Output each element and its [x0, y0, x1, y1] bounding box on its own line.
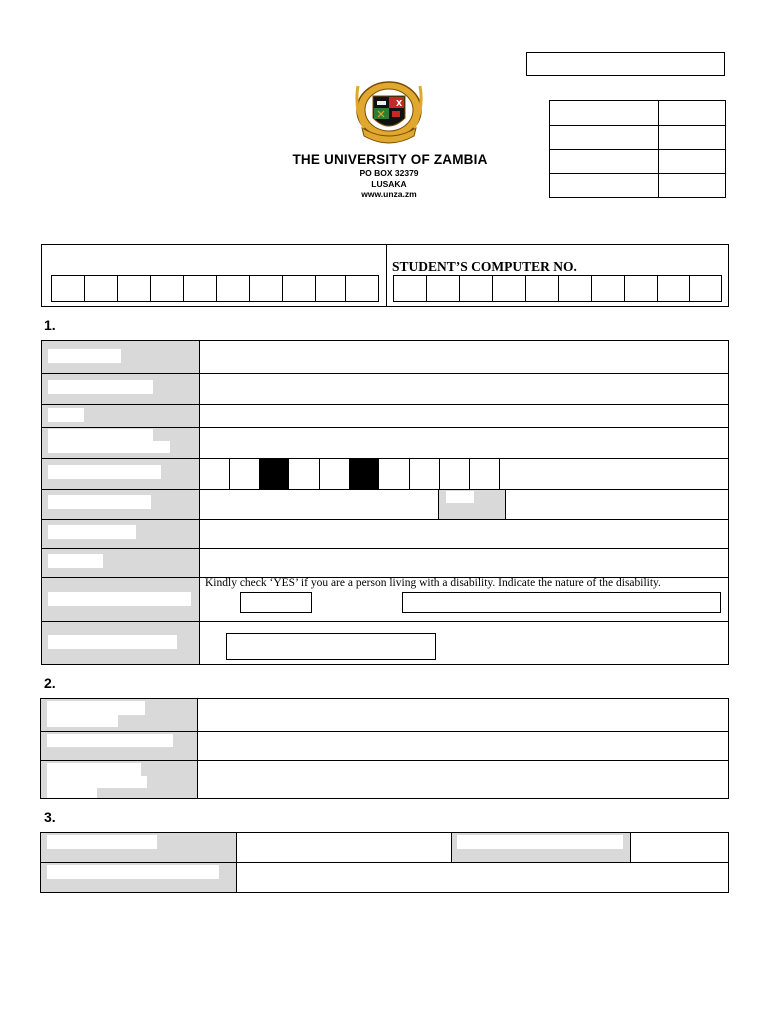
section-3-number: 3.	[44, 809, 56, 825]
disability-nature-field[interactable]	[402, 592, 721, 613]
po-box: PO BOX 32379	[359, 168, 419, 178]
exam-number-digits[interactable]	[51, 275, 379, 302]
section-3-table	[40, 832, 729, 893]
student-computer-no-digits[interactable]	[393, 275, 722, 302]
disability-yes-box[interactable]	[240, 592, 312, 613]
section-1-number: 1.	[44, 317, 56, 333]
university-crest-icon	[344, 78, 434, 153]
last-row-input[interactable]	[226, 633, 436, 660]
office-use-table	[549, 100, 726, 198]
section-1-table	[41, 340, 729, 665]
city: LUSAKA	[371, 179, 407, 189]
reference-box[interactable]	[526, 52, 725, 76]
id-number-cells[interactable]	[200, 458, 500, 489]
disability-instruction: Kindly check ‘YES’ if you are a person living with a disability. Indicate the nature of the disability.	[205, 577, 661, 589]
section-2-table	[40, 698, 729, 799]
student-computer-no-label: STUDENT’S COMPUTER NO.	[392, 259, 577, 274]
website: www.unza.zm	[361, 189, 417, 199]
university-name: THE UNIVERSITY OF ZAMBIA	[292, 152, 488, 167]
svg-text:X: X	[396, 99, 403, 108]
section-2-number: 2.	[44, 675, 56, 691]
